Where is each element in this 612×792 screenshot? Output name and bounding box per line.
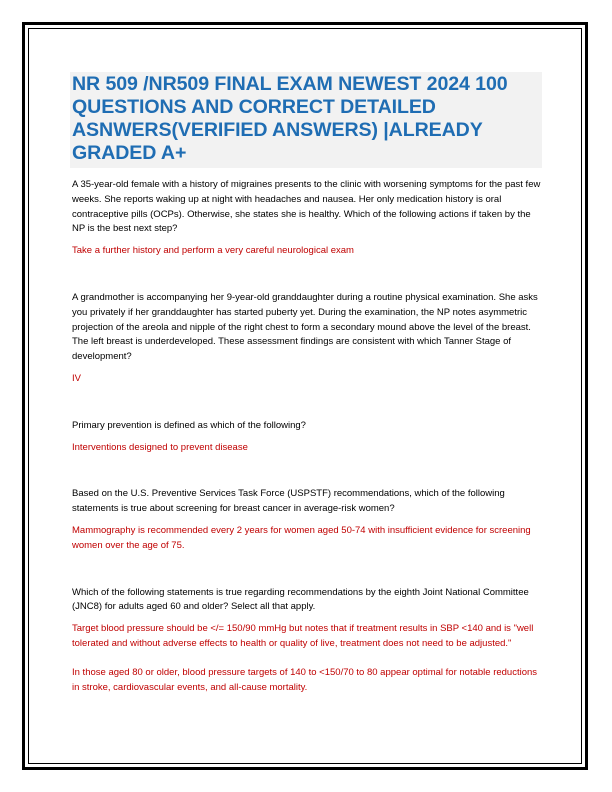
title-banner xyxy=(70,72,542,168)
answer-1: Take a further history and perform a very careful neurological exam xyxy=(72,245,354,257)
question-1: A 35-year-old female with a history of migraines presents to the clinic with worsening symptoms for the past few weeks. She reports waking up at night with headaches and nausea. Her only medication history is oral contraceptive pills (OCPs). Otherwise, she states she is healthy. Which of the following actions if taken by the NP is the best next step? xyxy=(72,179,541,235)
answer-4: Mammography is recommended every 2 years for women aged 50-74 with insufficient evidence for screening women over the age of 75. xyxy=(72,524,531,551)
question-3: Primary prevention is defined as which of the following? xyxy=(72,419,306,431)
answer-5b: In those aged 80 or older, blood pressure targets of 140 to <150/70 to 80 appear optimal for notable reductions in stroke, cardiovascular events, and all-cause mortality. xyxy=(72,666,538,693)
answer-3: Interventions designed to prevent disease xyxy=(72,441,248,453)
answer-2: IV xyxy=(72,372,81,384)
document-title: NR 509 /NR509 FINAL EXAM NEWEST 2024 100 QUESTIONS AND CORRECT DETAILED ASNWERS(VERIFIED ANSWERS) |ALREADY GRADED A+ xyxy=(72,73,508,164)
document-body xyxy=(72,72,542,695)
question-4: Based on the U.S. Preventive Services Task Force (USPSTF) recommendations, which of the following statements is true about screening for breast cancer in average-risk women? xyxy=(72,488,505,515)
answer-5a: Target blood pressure should be </= 150/90 mmHg but notes that if treatment results in SBP <140 and is "well tolerated and without adverse effects to health or quality of live, treatment does not need to be adjusted." xyxy=(72,623,534,649)
question-5: Which of the following statements is true regarding recommendations by the eighth Joint National Committee (JNC8) for adults aged 60 and older? Select all that apply. xyxy=(72,586,529,613)
question-2: A grandmother is accompanying her 9-year-old granddaughter during a routine physical examination. She asks you privately if her granddaughter has started puberty yet. During the examination, the NP notes asymmetric projection of the areola and nipple of the right chest to form a secondary mound above the level of the breast. The left breast is underdeveloped. These assessment findings are consistent with which Tanner Stage of development? xyxy=(72,291,538,363)
